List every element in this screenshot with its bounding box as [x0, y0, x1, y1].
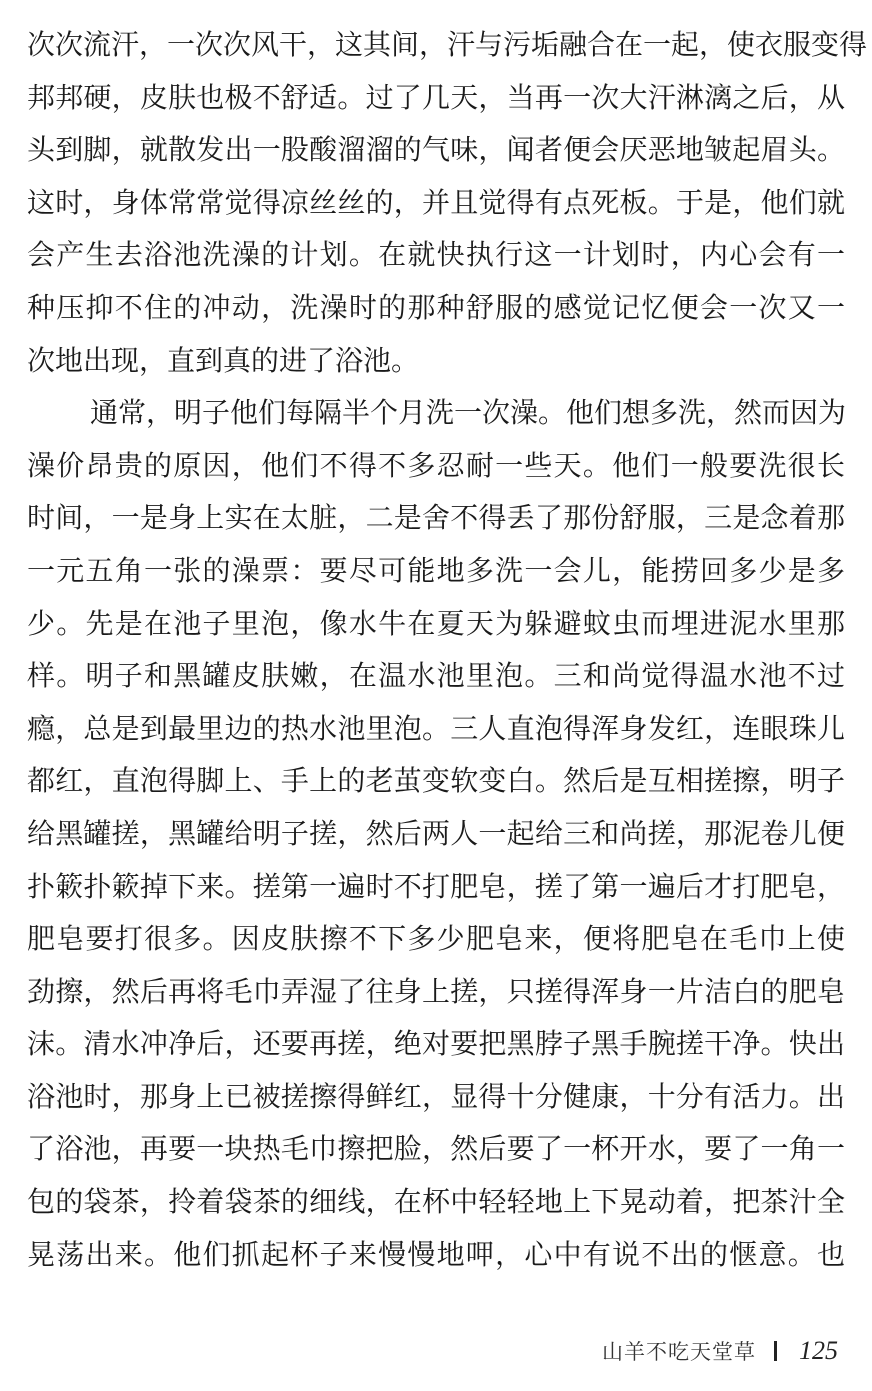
text-line: 时间，一是身上实在太脏，二是舍不得丢了那份舒服，三是念着那 [27, 501, 845, 535]
text-line: 次地出现，直到真的进了浴池。 [27, 343, 420, 377]
text-line: 通常，明子他们每隔半个月洗一次澡。他们想多洗，然而因为 [90, 396, 847, 430]
text-line: 给黑罐搓，黑罐给明子搓，然后两人一起给三和尚搓，那泥卷儿便 [27, 816, 845, 850]
text-line: 瘾，总是到最里边的热水池里泡。三人直泡得浑身发红，连眼珠儿 [27, 711, 845, 745]
text-line: 头到脚，就散发出一股酸溜溜的气味，闻者便会厌恶地皱起眉头。 [27, 133, 845, 167]
text-line: 邦邦硬，皮肤也极不舒适。过了几天，当再一次大汗淋漓之后，从 [27, 80, 845, 114]
footer-separator [774, 1341, 777, 1361]
text-line: 样。明子和黑罐皮肤嫩，在温水池里泡。三和尚觉得温水池不过 [27, 659, 845, 693]
text-line: 次次流汗，一次次风干，这其间，汗与污垢融合在一起，使衣服变得 [27, 28, 868, 61]
text-line: 沫。清水冲净后，还要再搓，绝对要把黑脖子黑手腕搓干净。快出 [27, 1027, 845, 1061]
body-text [27, 19, 868, 1281]
text-line: 一元五角一张的澡票：要尽可能地多洗一会儿，能捞回多少是多 [27, 553, 845, 587]
paragraph-1 [27, 19, 868, 387]
text-line: 肥皂要打很多。因皮肤擦不下多少肥皂来，便将肥皂在毛巾上使 [27, 922, 845, 956]
paragraph-2 [27, 387, 845, 1281]
text-line: 包的袋茶，拎着袋茶的细线，在杯中轻轻地上下晃动着，把茶汁全 [27, 1185, 845, 1219]
running-title: 山羊不吃天堂草 [602, 1340, 756, 1364]
text-line: 种压抑不住的冲动，洗澡时的那种舒服的感觉记忆便会一次又一 [27, 290, 845, 324]
text-line: 都红，直泡得脚上、手上的老茧变软变白。然后是互相搓擦，明子 [27, 764, 845, 798]
text-line: 晃荡出来。他们抓起杯子来慢慢地呷，心中有说不出的惬意。也 [27, 1237, 845, 1271]
page-footer [602, 1333, 838, 1369]
text-line: 会产生去浴池洗澡的计划。在就快执行这一计划时，内心会有一 [27, 238, 845, 272]
text-line: 少。先是在池子里泡，像水牛在夏天为躲避蚊虫而埋进泥水里那 [27, 606, 845, 640]
text-line: 这时，身体常常觉得凉丝丝的，并且觉得有点死板。于是，他们就 [27, 185, 845, 219]
text-line: 劲擦，然后再将毛巾弄湿了往身上搓，只搓得浑身一片洁白的肥皂 [27, 974, 845, 1008]
page-number: 125 [799, 1336, 838, 1365]
text-line: 澡价昂贵的原因，他们不得不多忍耐一些天。他们一般要洗很长 [27, 448, 845, 482]
text-line: 扑簌扑簌掉下来。搓第一遍时不打肥皂，搓了第一遍后才打肥皂， [27, 869, 845, 903]
text-line: 浴池时，那身上已被搓擦得鲜红，显得十分健康，十分有活力。出 [27, 1079, 845, 1113]
text-line: 了浴池，再要一块热毛巾擦把脸，然后要了一杯开水，要了一角一 [27, 1132, 845, 1166]
